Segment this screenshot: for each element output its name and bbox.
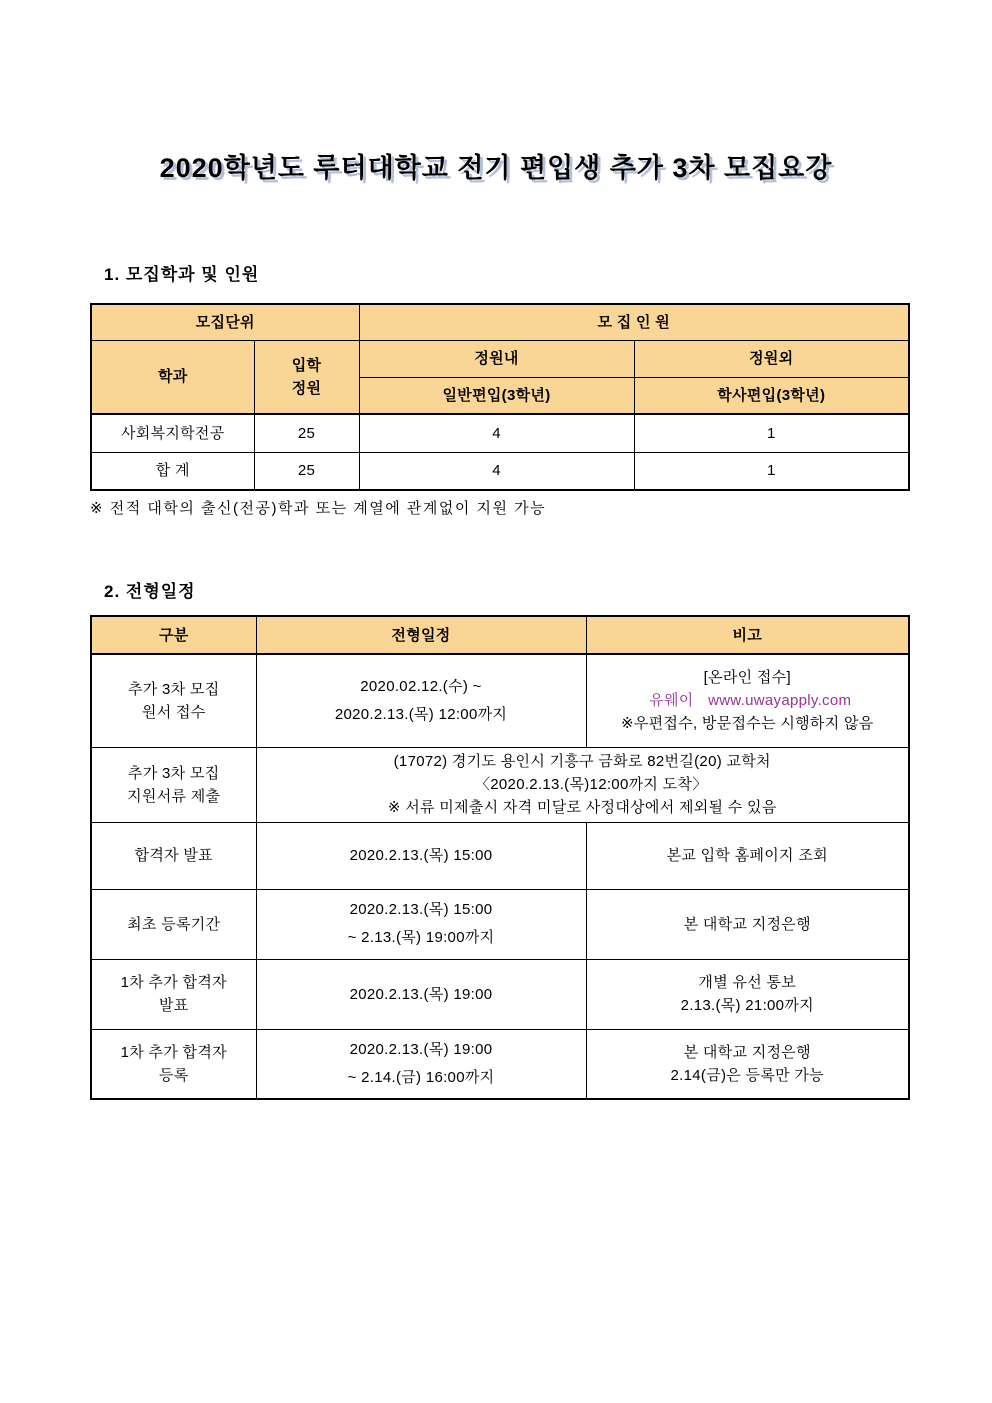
uway-link-url[interactable]: www.uwayapply.com bbox=[708, 692, 852, 710]
table-row-additional-registration bbox=[91, 1029, 909, 1099]
category-line: 발표 bbox=[158, 997, 189, 1014]
header-schedule: 전형일정 bbox=[256, 616, 586, 654]
header-note: 비고 bbox=[586, 616, 909, 654]
category-line: 원서 접수 bbox=[141, 703, 206, 721]
cell-schedule bbox=[256, 654, 586, 747]
cell-schedule bbox=[256, 889, 586, 959]
table-row-additional-announcement bbox=[91, 959, 909, 1029]
schedule-header-row bbox=[91, 616, 909, 654]
quota-table-note: ※ 전적 대학의 출신(전공)학과 또는 계열에 관계없이 지원 가능 bbox=[90, 500, 547, 517]
cell-schedule: 2020.2.13.(목) 15:00 bbox=[256, 822, 586, 889]
cell-category bbox=[91, 654, 256, 747]
section1-heading: 1. 모집학과 및 인원 bbox=[104, 265, 260, 284]
category-line: 추가 3차 모집 bbox=[127, 764, 220, 782]
quota-header-row-2 bbox=[91, 340, 909, 377]
category-line: 1차 추가 합격자 bbox=[120, 974, 227, 991]
cell-dept: 사회복지학전공 bbox=[91, 414, 254, 452]
uway-link-label[interactable]: 유웨이 bbox=[649, 692, 694, 710]
category-line: 지원서류 제출 bbox=[127, 787, 221, 805]
cell-note bbox=[586, 654, 909, 747]
header-within-quota: 정원내 bbox=[359, 340, 634, 377]
cell-category bbox=[91, 1029, 256, 1099]
header-department: 학과 bbox=[91, 340, 254, 414]
schedule-table bbox=[90, 615, 910, 1100]
header-general-transfer: 일반편입(3학년) bbox=[359, 377, 634, 414]
cell-note: 본교 입학 홈페이지 조회 bbox=[586, 822, 909, 889]
note-line: 개별 유선 통보 bbox=[698, 974, 797, 991]
admission-quota-table bbox=[90, 303, 910, 491]
category-line: 1차 추가 합격자 bbox=[120, 1043, 227, 1061]
cell-note bbox=[586, 959, 909, 1029]
cell-bachelor: 1 bbox=[634, 414, 909, 452]
header-category: 구분 bbox=[91, 616, 256, 654]
schedule-line: 2020.2.13.(목) 15:00 bbox=[349, 901, 493, 918]
note-line: 2.13.(목) 21:00까지 bbox=[680, 997, 814, 1014]
header-beyond-quota: 정원외 bbox=[634, 340, 909, 377]
note-line: [온라인 접수] bbox=[703, 669, 791, 687]
cell-general: 4 bbox=[359, 452, 634, 490]
section2-heading: 2. 전형일정 bbox=[104, 582, 196, 601]
cell-category: 합격자 발표 bbox=[91, 822, 256, 889]
cell-schedule: 2020.2.13.(목) 19:00 bbox=[256, 959, 586, 1029]
schedule-line: ~ 2.14.(금) 16:00까지 bbox=[347, 1068, 495, 1086]
cell-document-detail bbox=[256, 747, 909, 822]
cell-dept: 합 계 bbox=[91, 452, 254, 490]
schedule-line: 2020.2.13.(목) 12:00까지 bbox=[334, 705, 508, 723]
cell-bachelor: 1 bbox=[634, 452, 909, 490]
schedule-line: 2020.02.12.(수) ~ bbox=[360, 677, 482, 695]
table-row-total bbox=[91, 452, 909, 490]
schedule-line: ~ 2.13.(목) 19:00까지 bbox=[347, 929, 495, 946]
cell-quota: 25 bbox=[254, 452, 359, 490]
header-bachelor-transfer: 학사편입(3학년) bbox=[634, 377, 909, 414]
note-line: 2.14(금)은 등록만 가능 bbox=[670, 1066, 824, 1084]
header-recruitment-count: 모 집 인 원 bbox=[359, 304, 909, 340]
note-line: 본 대학교 지정은행 bbox=[683, 1043, 811, 1061]
document-title: 2020학년도 루터대학교 전기 편입생 추가 3차 모집요강 bbox=[159, 153, 833, 183]
cell-quota: 25 bbox=[254, 414, 359, 452]
category-line: 추가 3차 모집 bbox=[127, 680, 220, 698]
header-admission-quota-line2: 정원 bbox=[291, 379, 322, 397]
cell-category: 최초 등록기간 bbox=[91, 889, 256, 959]
cell-note bbox=[586, 1029, 909, 1099]
table-row bbox=[91, 414, 909, 452]
quota-header-row-1 bbox=[91, 304, 909, 340]
cell-category bbox=[91, 747, 256, 822]
cell-general: 4 bbox=[359, 414, 634, 452]
cell-schedule bbox=[256, 1029, 586, 1099]
category-line: 등록 bbox=[158, 1066, 189, 1084]
table-row-application bbox=[91, 654, 909, 747]
table-row-documents bbox=[91, 747, 909, 822]
cell-note: 본 대학교 지정은행 bbox=[586, 889, 909, 959]
header-recruitment-unit: 모집단위 bbox=[91, 304, 359, 340]
detail-line: ※ 서류 미제출시 자격 미달로 사정대상에서 제외될 수 있음 bbox=[387, 799, 777, 816]
schedule-line: 2020.2.13.(목) 19:00 bbox=[349, 1040, 493, 1058]
table-row-announcement bbox=[91, 822, 909, 889]
header-admission-quota bbox=[254, 340, 359, 414]
uway-link-line bbox=[593, 689, 903, 712]
note-line: ※우편접수, 방문접수는 시행하지 않음 bbox=[620, 715, 874, 733]
cell-category bbox=[91, 959, 256, 1029]
header-admission-quota-line1: 입학 bbox=[291, 356, 322, 374]
detail-line: (17072) 경기도 용인시 기흥구 금화로 82번길(20) 교학처 bbox=[393, 753, 771, 770]
table-row-first-registration bbox=[91, 889, 909, 959]
detail-line: 〈2020.2.13.(목)12:00까지 도착〉 bbox=[474, 776, 708, 793]
